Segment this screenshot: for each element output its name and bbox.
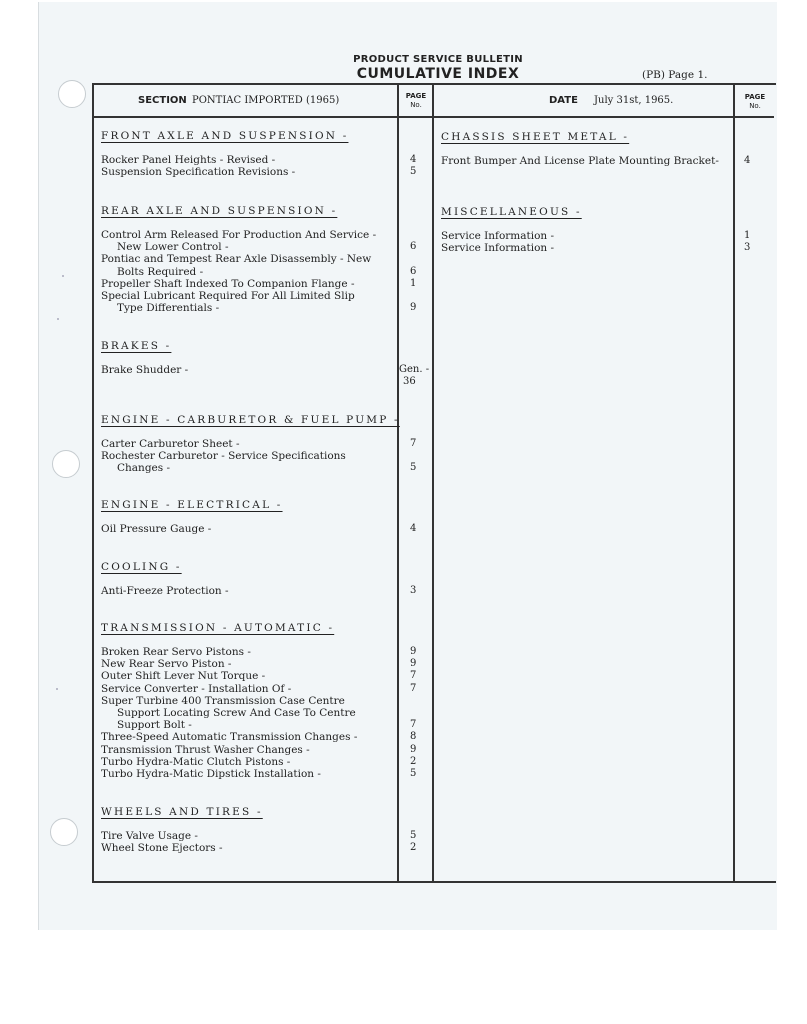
- divider-right-page-col-start: [733, 83, 735, 881]
- page-number: 4: [410, 523, 417, 534]
- index-entry: Rocker Panel Heights - Revised -: [101, 154, 276, 166]
- page-number: 7: [410, 670, 417, 682]
- pb-page-number: (PB) Page 1.: [642, 69, 708, 81]
- index-entry: Super Turbine 400 Transmission Case Centre: [101, 694, 345, 707]
- page-number: 7: [410, 438, 417, 449]
- page-header-no: No.: [749, 102, 761, 110]
- index-entry: Transmission Thrust Washer Changes -: [101, 743, 310, 756]
- index-entry: Service Information -: [441, 242, 555, 255]
- index-entry: Support Bolt -: [117, 719, 192, 732]
- index-entry: Suspension Specification Revisions -: [101, 166, 296, 179]
- punch-hole-top: [58, 80, 86, 108]
- page-number: 6: [410, 265, 417, 277]
- speck: [62, 275, 64, 277]
- page-number: 2: [410, 755, 417, 767]
- index-entry: Outer Shift Lever Nut Torque -: [101, 670, 266, 683]
- page-number: 9: [410, 658, 417, 670]
- index-entry: Changes -: [117, 462, 171, 475]
- index-entry: Turbo Hydra-Matic Clutch Pistons -: [101, 755, 291, 768]
- page-number: 1: [410, 277, 417, 289]
- page-header-word: PAGE: [744, 93, 766, 101]
- punch-hole-middle: [52, 450, 80, 478]
- index-entry: New Lower Control -: [117, 241, 229, 254]
- header-rule: [92, 116, 774, 118]
- section-heading: FRONT AXLE AND SUSPENSION -: [101, 130, 349, 142]
- index-entry: Turbo Hydra-Matic Dipstick Installation -: [101, 768, 321, 780]
- index-entry: Front Bumper And License Plate Mounting Bracket-: [441, 155, 719, 167]
- divider-left-page-col-start: [397, 83, 399, 881]
- section-heading: REAR AXLE AND SUSPENSION -: [101, 205, 338, 217]
- index-entry: Rochester Carburetor - Service Specifications: [101, 450, 346, 463]
- index-entry: New Rear Servo Piston -: [101, 658, 232, 671]
- speck: [57, 318, 59, 320]
- divider-left-page-col-end: [432, 83, 434, 881]
- index-entry: Anti-Freeze Protection -: [101, 585, 229, 597]
- page-number: 4: [410, 154, 417, 165]
- page-number: 5: [410, 830, 417, 841]
- section-heading: TRANSMISSION - AUTOMATIC -: [101, 622, 335, 634]
- index-entry: Broken Rear Servo Pistons -: [101, 646, 251, 658]
- index-entry: Oil Pressure Gauge -: [101, 523, 212, 535]
- index-entry: Type Differentials -: [117, 302, 220, 315]
- section-heading: ENGINE - CARBURETOR & FUEL PUMP -: [101, 414, 400, 426]
- date-value: July 31st, 1965.: [594, 95, 674, 106]
- page-number: 2: [410, 842, 417, 854]
- speck: [56, 688, 58, 690]
- index-entry: Tire Valve Usage -: [101, 830, 198, 842]
- page-column-header-left: [396, 92, 436, 110]
- index-entry: Control Arm Released For Production And Service -: [101, 229, 377, 241]
- page-number: 5: [410, 462, 417, 474]
- date-label: DATE: [549, 95, 578, 106]
- page-number: 3: [744, 242, 751, 254]
- index-entry: Propeller Shaft Indexed To Companion Flange -: [101, 277, 355, 290]
- index-entry: Brake Shudder -: [101, 364, 189, 376]
- page-column-header-right: [735, 93, 775, 111]
- page-number: 7: [410, 719, 417, 731]
- page-number: 7: [410, 682, 417, 694]
- page-number: 1: [744, 230, 751, 241]
- section-heading: COOLING -: [101, 561, 182, 573]
- page-number: 6: [410, 241, 417, 253]
- index-entry: Carter Carburetor Sheet -: [101, 438, 240, 450]
- section-heading: WHEELS AND TIRES -: [101, 806, 263, 818]
- section-heading: ENGINE - ELECTRICAL -: [101, 499, 283, 511]
- page-number: 5: [410, 166, 417, 178]
- section-label: SECTION: [138, 95, 187, 106]
- index-entry: Wheel Stone Ejectors -: [101, 842, 223, 855]
- page-number: 8: [410, 731, 417, 743]
- section-heading: BRAKES -: [101, 340, 172, 352]
- section-heading: MISCELLANEOUS -: [441, 206, 582, 218]
- page-number: 3: [410, 585, 417, 596]
- page-number: 4: [744, 155, 751, 166]
- index-entry: Service Converter - Installation Of -: [101, 682, 292, 695]
- index-entry: Support Locating Screw And Case To Centre: [117, 707, 356, 719]
- index-entry: Service Information -: [441, 230, 555, 242]
- index-entry: Bolts Required -: [117, 265, 204, 278]
- index-entry: Three-Speed Automatic Transmission Changes -: [101, 731, 358, 744]
- page-number: 9: [410, 646, 417, 657]
- page-number: Gen. -: [399, 364, 430, 375]
- bulletin-title: PRODUCT SERVICE BULLETIN: [353, 54, 523, 65]
- index-entry: Special Lubricant Required For All Limited Slip: [101, 290, 355, 302]
- section-heading: CHASSIS SHEET METAL -: [441, 131, 630, 143]
- page-header-word: PAGE: [405, 92, 427, 100]
- page-number: 9: [410, 743, 417, 755]
- index-title: CUMULATIVE INDEX: [356, 66, 520, 82]
- section-value: PONTIAC IMPORTED (1965): [192, 95, 340, 106]
- punch-hole-bottom: [50, 818, 78, 846]
- page-number: 36: [403, 376, 416, 388]
- page-number: 9: [410, 302, 417, 314]
- page-number: 5: [410, 768, 417, 779]
- page-header-no: No.: [410, 101, 422, 109]
- index-entry: Pontiac and Tempest Rear Axle Disassembly - New: [101, 253, 372, 266]
